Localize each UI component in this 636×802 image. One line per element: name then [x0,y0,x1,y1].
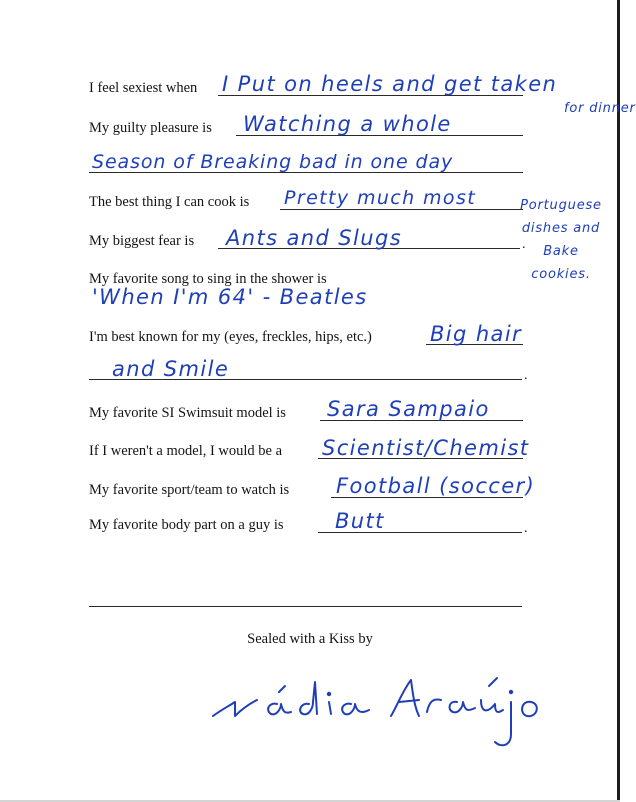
answer-shower-song: 'When I'm 64' - Beatles [92,285,368,309]
answer-if-not-model: Scientist/Chemist [322,436,530,460]
signature-handwritten [205,672,555,752]
answer-feel-sexiest: I Put on heels and get taken [222,72,558,96]
period-best-known: . [524,368,528,383]
answer-best-known: Big hair [430,322,523,346]
prompt-favorite-body-part: My favorite body part on a guy is [89,517,284,533]
prompt-guilty-pleasure: My guilty pleasure is [89,120,212,136]
signature-line [89,606,522,607]
prompt-best-known: I'm best known for my (eyes, freckles, hips, etc.) [89,329,372,345]
sealed-with-a-kiss-label: Sealed with a Kiss by [247,631,373,647]
answer-favorite-sport: Football (soccer) [336,474,536,498]
answer-best-cook-note: Portuguese dishes and Bake cookies. [520,198,602,282]
prompt-si-model: My favorite SI Swimsuit model is [89,405,286,421]
prompt-best-cook: The best thing I can cook is [89,194,250,210]
prompt-feel-sexiest: I feel sexiest when [89,80,198,96]
answer-guilty-pleasure-cont: Season of Breaking bad in one day [92,151,454,173]
answer-best-known-cont: and Smile [112,357,230,381]
period-biggest-fear: . [522,237,526,252]
answer-guilty-pleasure: Watching a whole [243,112,452,136]
answer-feel-sexiest-note: for dinner [564,101,636,116]
answer-biggest-fear: Ants and Slugs [226,226,403,250]
prompt-shower-song: My favorite song to sing in the shower is [89,271,327,287]
period-favorite-body-part: . [524,521,528,536]
prompt-if-not-model: If I weren't a model, I would be a [89,443,283,459]
page-edge-shadow [617,0,620,802]
answer-best-cook: Pretty much most [284,187,477,209]
answer-favorite-body-part: Butt [335,509,385,533]
prompt-favorite-sport: My favorite sport/team to watch is [89,482,290,498]
prompt-biggest-fear: My biggest fear is [89,233,195,249]
answer-si-model: Sara Sampaio [327,397,490,421]
